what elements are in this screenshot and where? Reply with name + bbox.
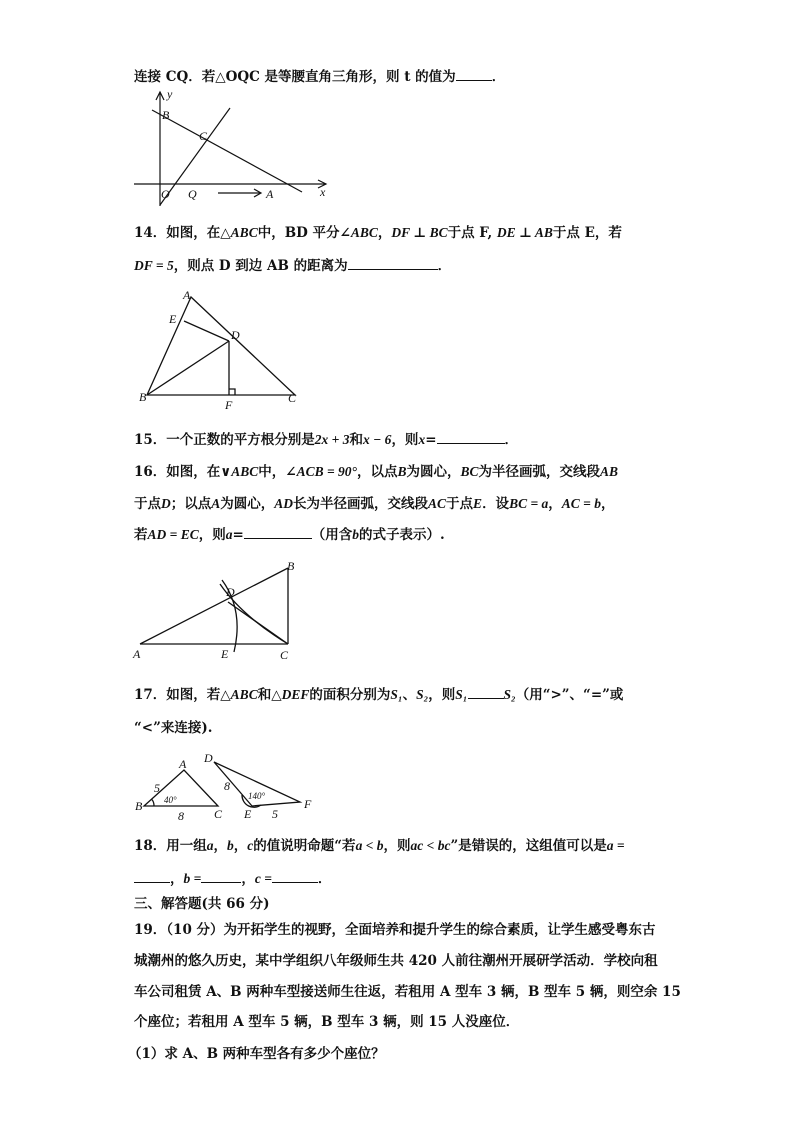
q18-var: a	[206, 838, 214, 853]
q17-line2	[134, 718, 212, 738]
label-b: B	[162, 108, 170, 122]
q17-text: “<”来连接).	[134, 720, 213, 736]
q14-end: ．	[437, 258, 452, 274]
segment-de	[184, 321, 229, 341]
q16-number: 16．	[134, 464, 167, 480]
figure-17	[134, 750, 324, 822]
q16-line3	[134, 524, 445, 545]
q17-triangle2: △DEF	[271, 687, 310, 702]
label-q: Q	[188, 187, 197, 201]
q18-var: b	[227, 838, 234, 853]
q19-text: （10 分）为开拓学生的视野，全面培养和提升学生的综合素质，让学生感受粤东古	[166, 922, 656, 938]
q16-line1	[134, 462, 618, 482]
q14-given: DF = 5	[134, 258, 174, 273]
q14-line1	[134, 223, 622, 243]
q16-text: （用含	[311, 527, 353, 543]
label-y: y	[167, 87, 173, 101]
q18-answer-label: a =	[606, 838, 625, 853]
q16-text: 中，	[258, 464, 286, 480]
q16-text: 若	[134, 527, 148, 543]
q15-text: ，则	[391, 432, 419, 448]
label-side8: 8	[224, 779, 230, 793]
label-e: E	[244, 807, 252, 821]
q17-line1	[134, 684, 623, 705]
q18-line2	[134, 868, 331, 889]
q18-text: 用一组	[166, 838, 207, 854]
label-f: F	[225, 398, 233, 412]
q16-point: E	[473, 496, 483, 511]
label-b: B	[287, 559, 295, 573]
q17-s2: S₂	[503, 687, 516, 702]
right-angle-mark	[229, 389, 235, 395]
label-b: B	[139, 390, 147, 404]
q16-var: a	[225, 527, 233, 542]
q18-line1	[134, 836, 625, 856]
q16-var: b	[352, 527, 360, 542]
label-a: A	[183, 288, 191, 302]
label-side8: 8	[178, 809, 184, 823]
q17-text: 如图，若	[166, 687, 221, 703]
q15-end: ．	[504, 432, 518, 448]
q16-line2	[134, 494, 614, 514]
label-d: D	[204, 751, 213, 765]
q15-var: x	[418, 432, 426, 447]
q17-number: 17．	[134, 687, 167, 703]
q18-text: ，	[170, 871, 184, 887]
q16-point: A	[211, 496, 221, 511]
section-heading: 三、解答题(共 66 分)	[134, 896, 270, 912]
label-angle140: 140°	[248, 791, 266, 801]
label-side5: 5	[272, 807, 278, 821]
label-c: C	[199, 129, 208, 143]
q16-text: 为半径画弧，交线段	[478, 464, 600, 480]
label-f: F	[304, 797, 312, 811]
q16-text: ；以点	[170, 496, 212, 512]
q14-text: ，	[377, 225, 392, 241]
q16-text: 的式子表示）.	[359, 527, 445, 543]
label-c: C	[280, 648, 289, 662]
q16-triangle: ∨ABC	[220, 464, 259, 479]
q14-text: 于点 E，若	[552, 225, 622, 241]
label-e: E	[169, 312, 177, 326]
q15-answer-blank[interactable]	[437, 429, 505, 444]
q18-text: ，	[213, 838, 228, 854]
label-d: D	[231, 328, 240, 342]
q14-text: ，则点 D 到边 AB 的距离为	[173, 258, 348, 274]
q16-text: ，则	[198, 527, 226, 543]
q14-line2	[134, 255, 451, 276]
q14-text: 中，BD 平分	[257, 225, 340, 241]
q19-sub1: （1）求 A、B 两种车型各有多少个座位？	[128, 1046, 385, 1062]
q16-text: 为圆心，	[220, 496, 275, 512]
segment-ab	[140, 568, 288, 644]
q18-number: 18．	[134, 838, 167, 854]
label-angle40: 40°	[164, 795, 177, 805]
q14-text: 如图，在	[166, 225, 221, 241]
q18-answer-blank-a[interactable]	[134, 868, 170, 883]
q17-text: （用“>”、“=”或	[515, 687, 624, 703]
q16-eq1: BC = a	[509, 496, 549, 511]
q17-triangle1: △ABC	[220, 687, 258, 702]
q16-text: ，	[600, 496, 615, 512]
q17-s1: S₁	[390, 687, 403, 702]
q16-text: 长为半径画弧，交线段	[293, 496, 429, 512]
q19-number: 19．	[134, 922, 167, 938]
q18-conclusion: ac < bc	[410, 838, 451, 853]
q17-text: 、	[402, 687, 417, 703]
line-ba	[152, 110, 302, 192]
q19-line2: 城潮州的悠久历史，某中学组织八年级师生共 420 人前往潮州开展研学活动．学校向租	[134, 953, 658, 969]
q14-perp2: DE ⊥ AB	[496, 225, 553, 240]
q13-stem: 连接 CQ．若△OQC 是等腰直角三角形，则 t 的值为	[134, 69, 456, 85]
figure-13	[130, 88, 340, 208]
label-a: A	[133, 647, 141, 661]
q14-angle: ∠ABC	[339, 225, 378, 240]
q16-eq2: AC = b	[561, 496, 601, 511]
q16-segment: AB	[599, 464, 618, 479]
q13-text	[134, 66, 505, 87]
q16-answer-blank[interactable]	[244, 524, 312, 539]
q17-text: 和	[257, 687, 272, 703]
angle-arc-40	[152, 799, 155, 806]
label-o: O	[161, 187, 170, 201]
q18-answer-label: c =	[254, 871, 272, 886]
q15-expr2: x − 6	[363, 432, 392, 447]
q19-line1	[134, 920, 656, 940]
label-c: C	[288, 391, 297, 405]
q18-end: ．	[317, 871, 332, 887]
label-c: C	[214, 807, 223, 821]
q17-s1: S₁	[455, 687, 468, 702]
q14-perp1: DF ⊥ BC	[391, 225, 448, 240]
figure-14	[135, 285, 310, 413]
q15-number: 15．	[134, 432, 167, 448]
label-b: B	[135, 799, 143, 813]
q18-answer-blank-c[interactable]	[272, 868, 318, 883]
label-x: x	[320, 185, 326, 199]
q16-point: B	[397, 464, 407, 479]
q19-line3: 车公司租赁 A、B 两种车型接送师生往返，若租用 A 型车 3 辆，B 型车 5 辆，则空余 15	[134, 984, 681, 1000]
q18-text: ，则	[383, 838, 411, 854]
label-d: D	[226, 585, 235, 599]
q16-text: ．设	[482, 496, 510, 512]
q14-text: 于点 F,	[447, 225, 497, 241]
q16-angle: ∠ACB = 90°	[285, 464, 357, 479]
q18-text: ，	[241, 871, 255, 887]
q16-text: ，	[548, 496, 562, 512]
q17-text: ，则	[428, 687, 456, 703]
q15-text: 和	[349, 432, 363, 448]
q16-condition: AD = EC	[147, 527, 199, 542]
q19-line4: 个座位；若租用 A 型车 5 辆，B 型车 3 辆，则 15 人没座位．	[134, 1014, 520, 1030]
q18-answer-blank-b[interactable]	[201, 868, 241, 883]
q13-end: ．	[491, 69, 506, 85]
q15-line	[134, 429, 518, 450]
q16-text: ，以点	[356, 464, 398, 480]
q16-text: 于点	[134, 496, 161, 512]
q18-answer-label: b =	[183, 871, 202, 886]
q14-answer-blank[interactable]	[348, 255, 438, 270]
q18-text: 的值说明命题“若	[253, 838, 356, 854]
q18-text: ，	[233, 838, 248, 854]
q16-segment: BC	[460, 464, 479, 479]
q16-point: D	[161, 496, 171, 511]
label-a: A	[179, 757, 187, 771]
q16-segment: AC	[428, 496, 447, 511]
label-e: E	[221, 647, 229, 661]
q16-eq: =	[232, 527, 244, 543]
figure-16	[130, 558, 305, 666]
q15-expr1: 2x + 3	[314, 432, 350, 447]
q15-eq: =	[425, 432, 437, 448]
q18-text: ”是错误的，这组值可以是	[450, 838, 607, 854]
q16-text: 为圆心，	[406, 464, 461, 480]
label-side5: 5	[154, 781, 160, 795]
q16-text: 如图，在	[166, 464, 221, 480]
q17-s2: S₂	[416, 687, 429, 702]
q15-text: 一个正数的平方根分别是	[166, 432, 315, 448]
q17-text: 的面积分别为	[309, 687, 391, 703]
q17-answer-blank[interactable]	[468, 684, 504, 699]
label-a: A	[266, 187, 274, 201]
q18-premise: a < b	[355, 838, 384, 853]
q18-var: c	[247, 838, 254, 853]
q14-number: 14．	[134, 225, 167, 241]
q16-segment: AD	[274, 496, 294, 511]
q14-triangle: △ABC	[220, 225, 258, 240]
q16-text: 于点	[446, 496, 474, 512]
q13-answer-blank[interactable]	[456, 66, 492, 81]
